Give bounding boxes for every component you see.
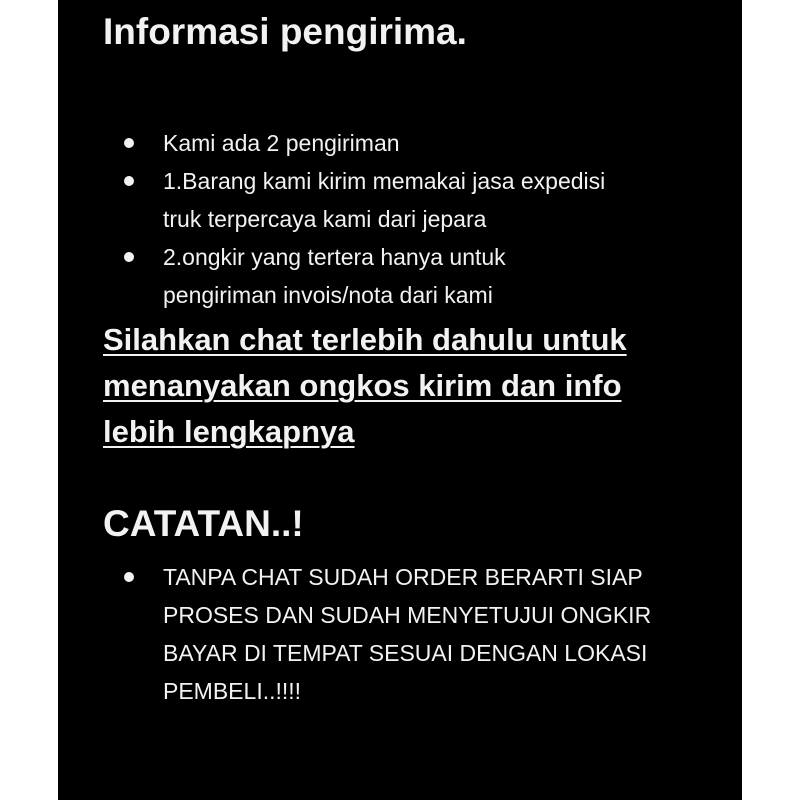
note-heading: CATATAN..!	[103, 503, 304, 544]
page-title: Informasi pengirima.	[103, 11, 467, 52]
bullet-icon	[124, 176, 134, 186]
bullet-icon	[124, 138, 134, 148]
list-item-text: Kami ada 2 pengiriman	[163, 130, 400, 156]
list-item-text: 2.ongkir yang tertera hanya untuk	[163, 244, 506, 270]
cta-line: menanyakan ongkos kirim dan info	[103, 368, 622, 403]
list-item-text: TANPA CHAT SUDAH ORDER BERARTI SIAP	[163, 564, 643, 590]
shipping-info-list	[103, 124, 605, 314]
list-item-text: pengiriman invois/nota dari kami	[163, 282, 493, 308]
chat-call-to-action	[103, 317, 723, 455]
cta-line: lebih lengkapnya	[103, 414, 355, 449]
list-item	[103, 124, 605, 162]
list-item	[103, 558, 651, 710]
bullet-icon	[124, 572, 134, 582]
info-panel	[58, 0, 742, 800]
list-item-text: PEMBELI..!!!!	[163, 678, 302, 704]
list-item	[103, 162, 605, 238]
list-item-text: 1.Barang kami kirim memakai jasa expedisi	[163, 168, 606, 194]
cta-line: Silahkan chat terlebih dahulu untuk	[103, 322, 627, 357]
bullet-icon	[124, 252, 134, 262]
list-item-text: truk terpercaya kami dari jepara	[163, 206, 487, 232]
list-item-text: BAYAR DI TEMPAT SESUAI DENGAN LOKASI	[163, 640, 648, 666]
list-item-text: PROSES DAN SUDAH MENYETUJUI ONGKIR	[163, 602, 652, 628]
list-item	[103, 238, 605, 314]
note-list	[103, 558, 651, 710]
